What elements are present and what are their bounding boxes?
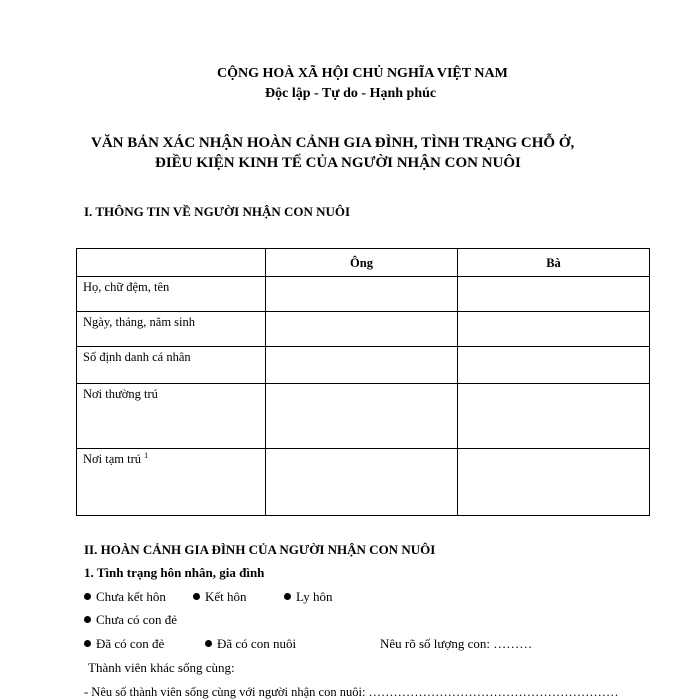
table-header-row <box>77 249 650 277</box>
row-label-personal-id: Số định danh cá nhân <box>77 347 266 384</box>
table-row <box>77 277 650 312</box>
bullet-icon <box>193 593 200 600</box>
option-label: Chưa có con đẻ <box>96 612 178 627</box>
table-row <box>77 449 650 516</box>
personal-id-ong-field[interactable] <box>266 347 458 384</box>
bullet-icon <box>205 640 212 647</box>
option-da-co-con-de[interactable] <box>84 636 164 652</box>
marital-status-subheading: 1. Tình trạng hôn nhân, gia đình <box>84 565 265 580</box>
document-title-line1: VĂN BẢN XÁC NHẬN HOÀN CẢNH GIA ĐÌNH, TÌNH TRẠNG CHỖ Ở, <box>91 135 575 151</box>
option-label: Đã có con nuôi <box>217 636 297 651</box>
members-count-field[interactable]: - Nêu số thành viên sống cùng với người nhận con nuôi: …………………………………………………… <box>84 685 619 699</box>
temporary-residence-label: Nơi tạm trú <box>83 452 141 466</box>
option-chua-co-con[interactable] <box>84 612 177 628</box>
option-label: Ly hôn <box>296 589 333 604</box>
option-label: Chưa kết hôn <box>96 589 166 604</box>
applicant-info-table <box>76 248 650 516</box>
number-of-children-field[interactable]: Nêu rõ số lượng con: ……… <box>380 636 533 651</box>
section2-heading: II. HOÀN CẢNH GIA ĐÌNH CỦA NGƯỜI NHẬN CON NUÔI <box>84 542 436 557</box>
full-name-ong-field[interactable] <box>266 277 458 312</box>
permanent-residence-ong-field[interactable] <box>266 384 458 449</box>
table-row <box>77 384 650 449</box>
row-label-permanent-residence: Nơi thường trú <box>77 384 266 449</box>
option-ly-hon[interactable] <box>284 589 332 605</box>
bullet-icon <box>84 616 91 623</box>
personal-id-ba-field[interactable] <box>458 347 650 384</box>
other-members-label: Thành viên khác sống cùng: <box>88 660 235 675</box>
national-motto: Độc lập - Tự do - Hạnh phúc <box>265 86 437 101</box>
section1-heading: I. THÔNG TIN VỀ NGƯỜI NHẬN CON NUÔI <box>84 204 351 219</box>
full-name-ba-field[interactable] <box>458 277 650 312</box>
table-header-ba: Bà <box>458 249 650 277</box>
row-label-full-name: Họ, chữ đệm, tên <box>77 277 266 312</box>
birth-date-ong-field[interactable] <box>266 312 458 347</box>
table-header-blank <box>77 249 266 277</box>
bullet-icon <box>84 593 91 600</box>
option-ket-hon[interactable] <box>193 589 247 605</box>
country-name: CỘNG HOÀ XÃ HỘI CHỦ NGHĨA VIỆT NAM <box>217 66 508 81</box>
option-da-co-con-nuoi[interactable] <box>205 636 296 652</box>
birth-date-ba-field[interactable] <box>458 312 650 347</box>
row-label-birth-date: Ngày, tháng, năm sinh <box>77 312 266 347</box>
bullet-icon <box>284 593 291 600</box>
bullet-icon <box>84 640 91 647</box>
temporary-residence-ong-field[interactable] <box>266 449 458 516</box>
table-header-ong: Ông <box>266 249 458 277</box>
permanent-residence-ba-field[interactable] <box>458 384 650 449</box>
table-row <box>77 312 650 347</box>
table-row <box>77 347 650 384</box>
option-label: Kết hôn <box>205 589 247 604</box>
temporary-residence-ba-field[interactable] <box>458 449 650 516</box>
row-label-temporary-residence <box>77 449 266 516</box>
option-label: Đã có con đẻ <box>96 636 165 651</box>
document-title-line2: ĐIỀU KIỆN KINH TẾ CỦA NGƯỜI NHẬN CON NUÔI <box>155 155 521 171</box>
footnote-marker: 1 <box>144 450 149 460</box>
option-chua-ket-hon[interactable] <box>84 589 166 605</box>
